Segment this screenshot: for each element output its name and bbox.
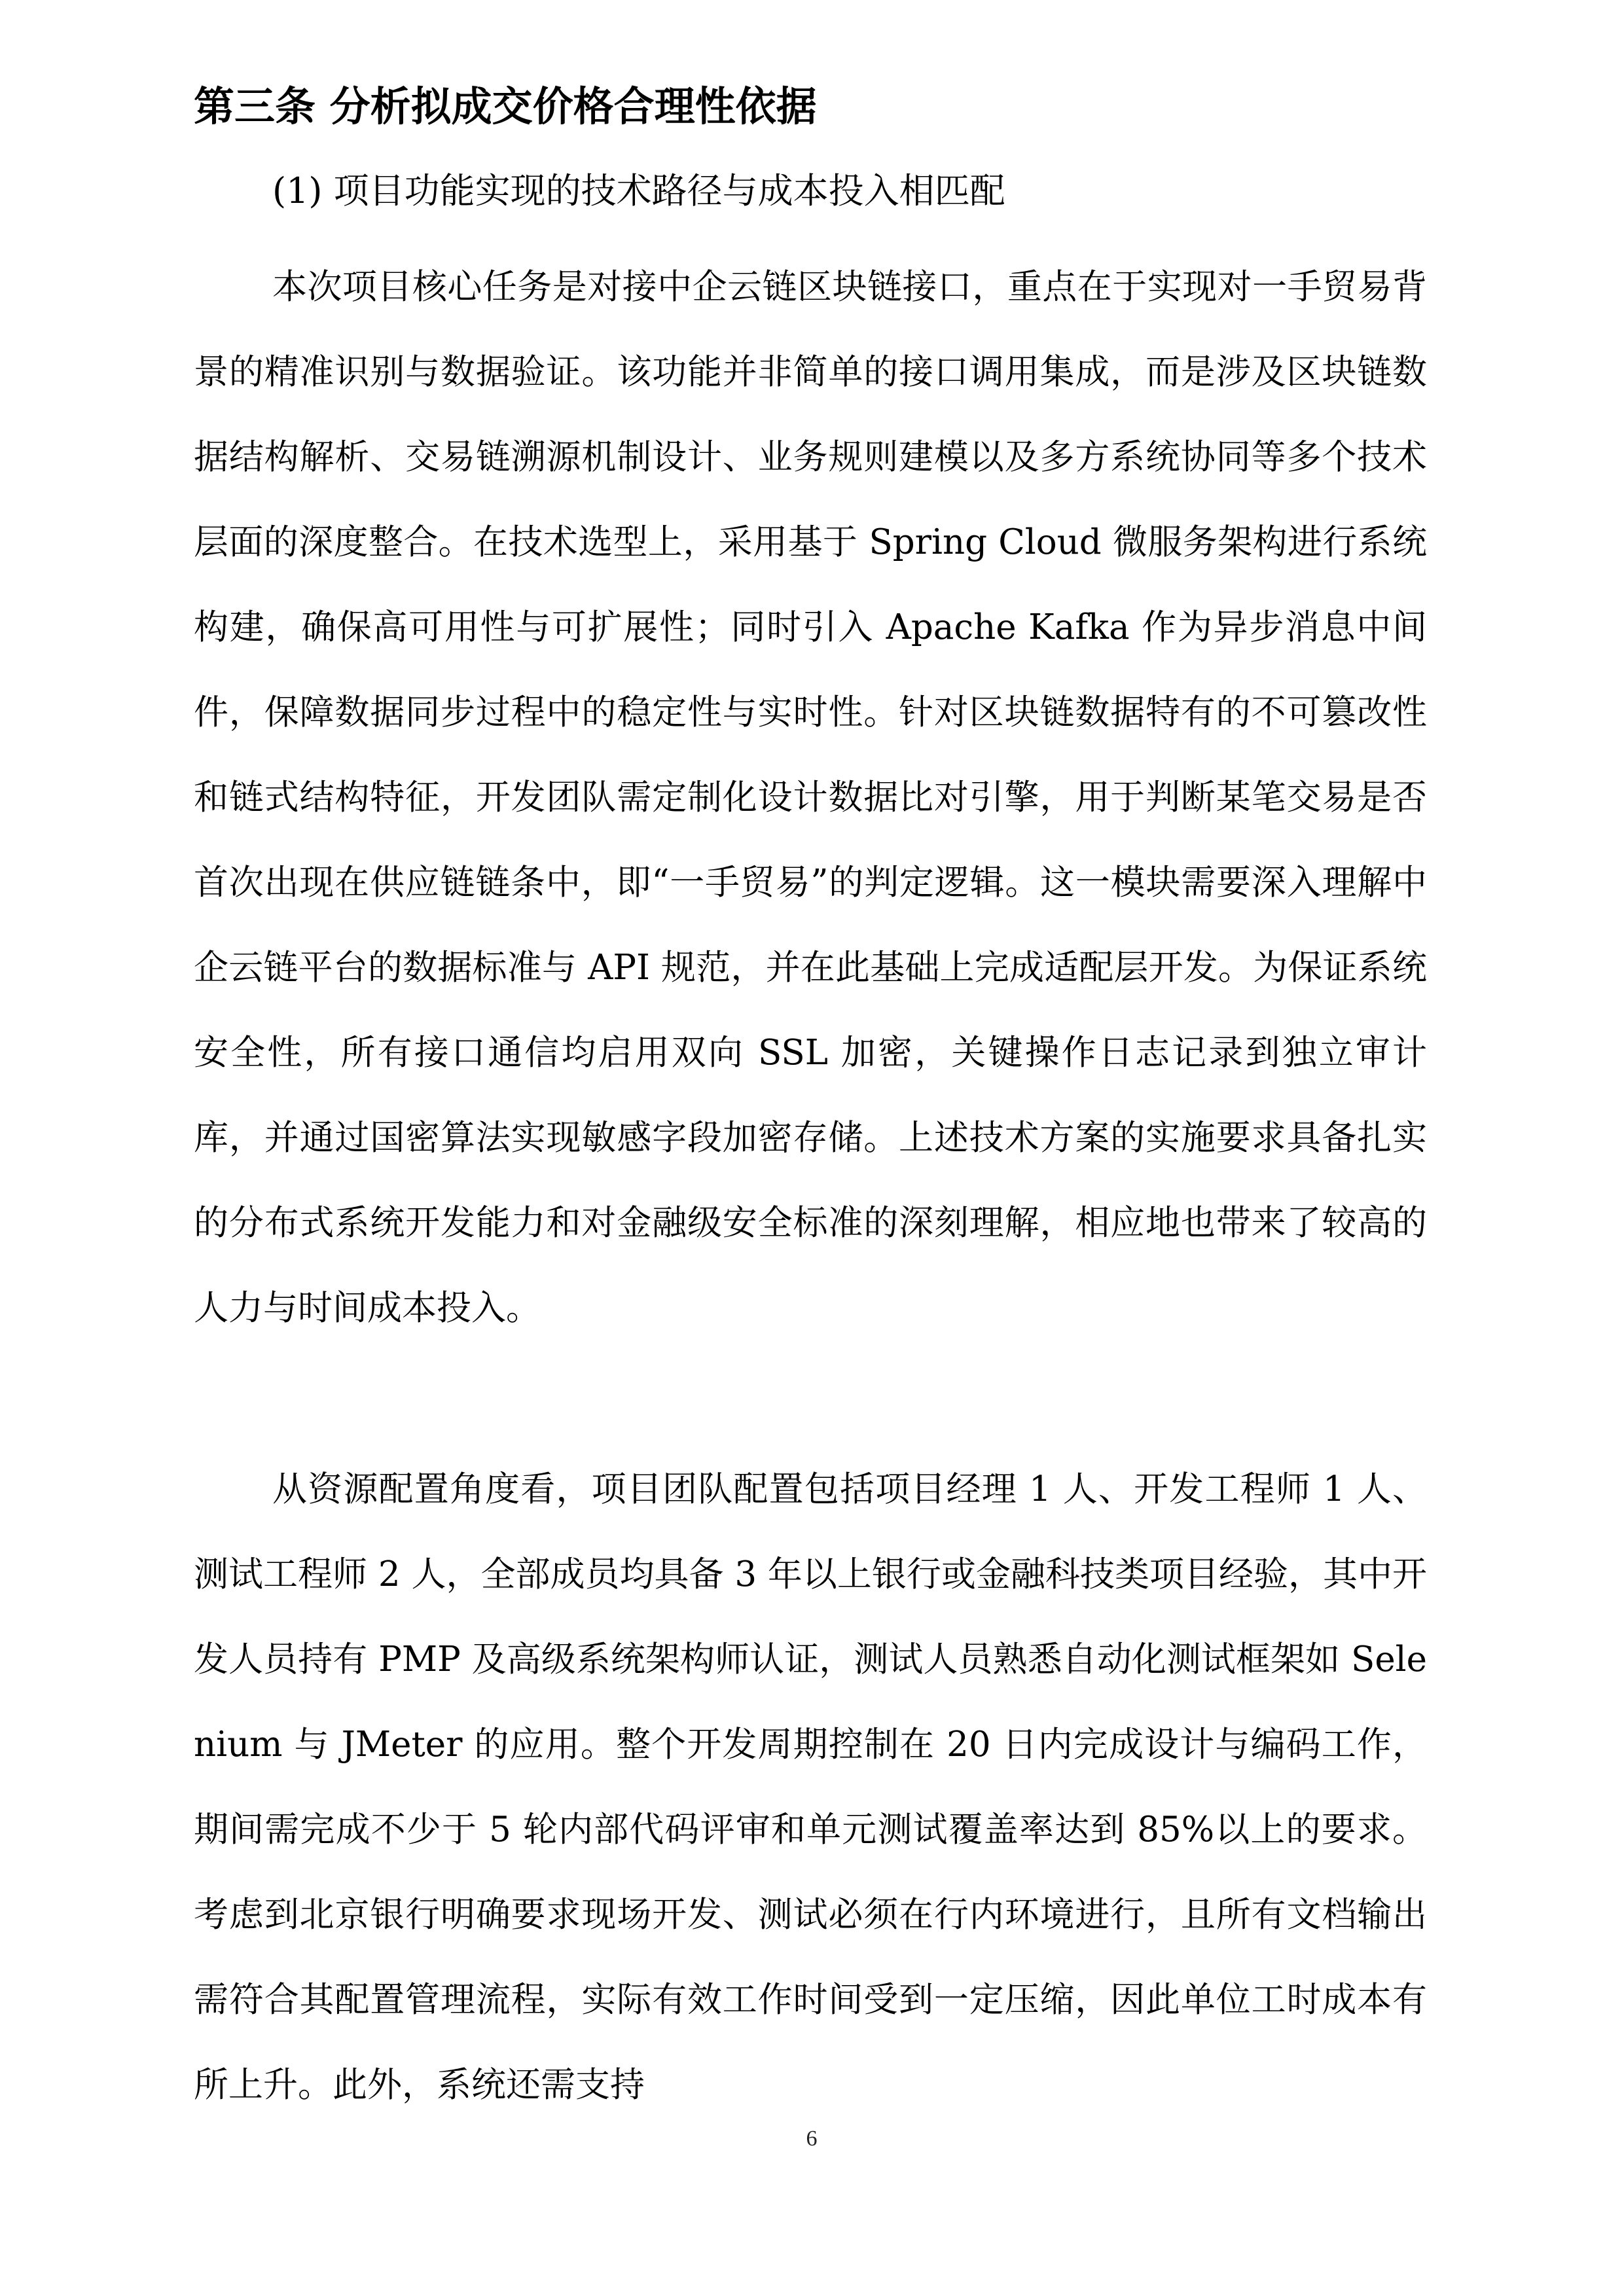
subsection-heading: (1) 项目功能实现的技术路径与成本投入相匹配 — [272, 170, 1005, 211]
body-paragraph-2: 从资源配置角度看，项目团队配置包括项目经理 1 人、开发工程师 1 人、测试工程师 2 人，全部成员均具备 3 年以上银行或金融科技类项目经验，其中开发人员持有 PMP 及高级系统架构师认证，测试人员熟悉自动化测试框架如 Selenium 与 JMeter 的应用。整个开发周期控制在 20 日内完成设计与编码工作，期间需完成不少于 5 轮内部代码评审和单元测试覆盖率达到 85%以上的要求。考虑到北京银行明确要求现场开发、测试必须在行内环境进行，且所有文档输出需符合其配置管理流程，实际有效工作时间受到一定压缩，因此单位工时成本有所上升。此外，系统还需支持 — [194, 1469, 1427, 2105]
page-number: 6 — [806, 2126, 818, 2151]
body-paragraph-1: 本次项目核心任务是对接中企云链区块链接口，重点在于实现对一手贸易背景的精准识别与数据验证。该功能并非简单的接口调用集成，而是涉及区块链数据结构解析、交易链溯源机制设计、业务规则建模以及多方系统协同等多个技术层面的深度整合。在技术选型上，采用基于 Spring Cloud 微服务架构进行系统构建，确保高可用性与可扩展性；同时引入 Apache Kafka 作为异步消息中间件，保障数据同步过程中的稳定性与实时性。针对区块链数据特有的不可篡改性和链式结构特征，开发团队需定制化设计数据比对引擎，用于判断某笔交易是否首次出现在供应链链条中，即“一手贸易”的判定逻辑。这一模块需要深入理解中企云链平台的数据标准与 API 规范，并在此基础上完成适配层开发。为保证系统安全性，所有接口通信均启用双向 SSL 加密，关键操作日志记录到独立审计库，并通过国密算法实现敏感字段加密存储。上述技术方案的实施要求具备扎实的分布式系统开发能力和对金融级安全标准的深刻理解，相应地也带来了较高的人力与时间成本投入。 — [194, 267, 1427, 1328]
section-heading: 第三条 分析拟成交价格合理性依据 — [194, 82, 817, 130]
